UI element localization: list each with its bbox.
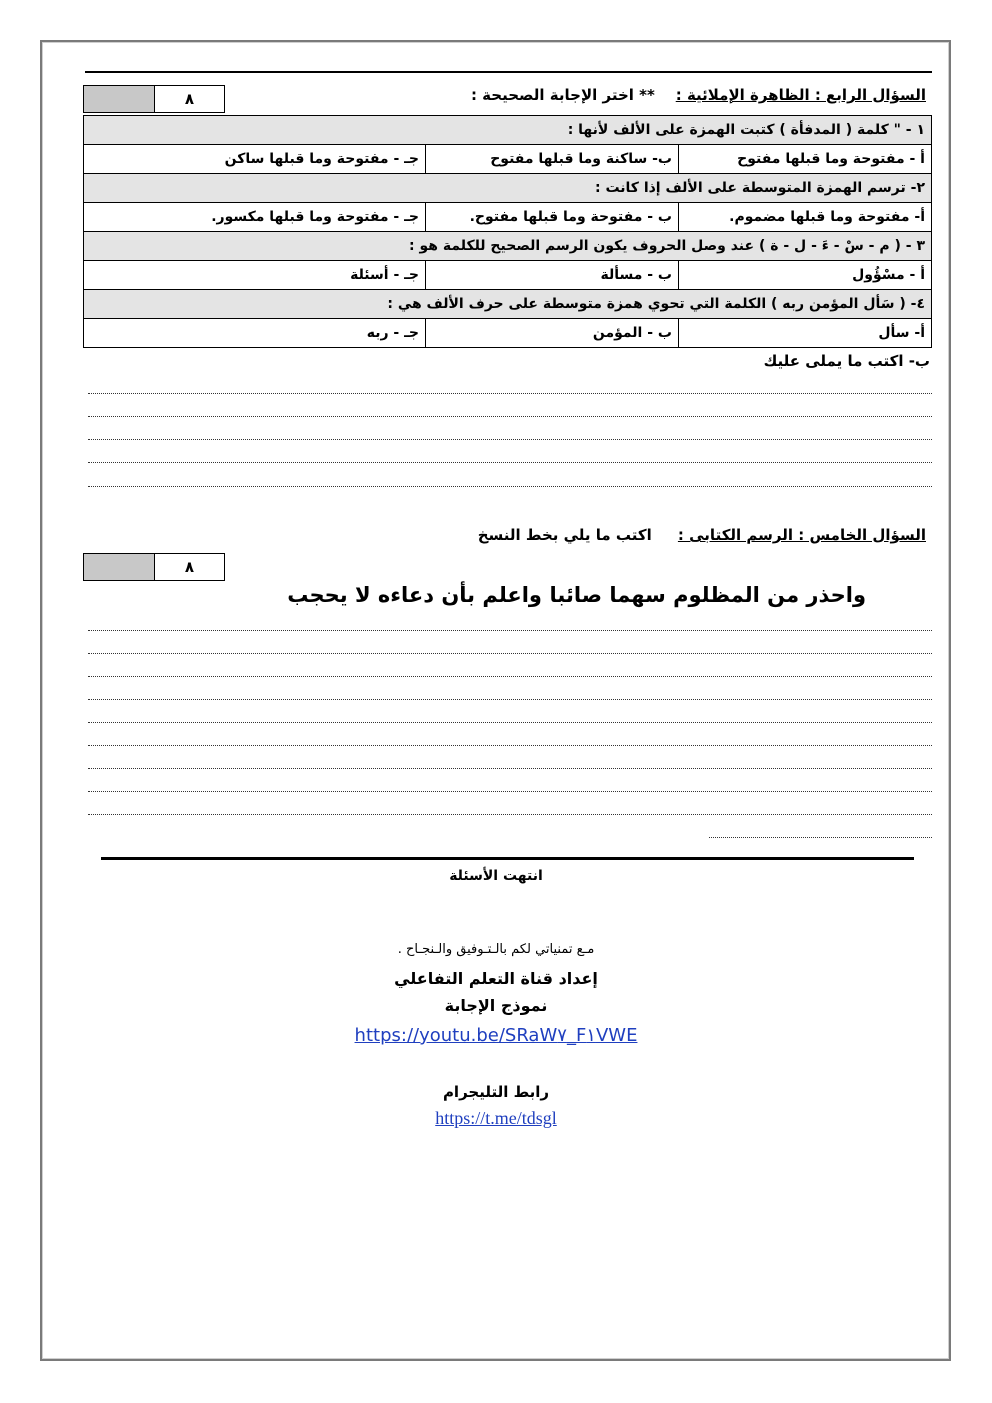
youtube-link[interactable]: https://youtu.be/SRaW٧_F١VWE (354, 1025, 638, 1046)
writing-line (88, 814, 932, 815)
q4-score-blank (84, 86, 155, 112)
answer-line (88, 462, 932, 463)
prepared-by: إعداد قناة التعلم التفاعلي (394, 969, 598, 988)
q4-item-2-stem: ٢- ترسم الهمزة المتوسطة على الألف إذا كانت : (84, 174, 932, 203)
q4-item-1-option-c: جـ - مفتوحة وما قبلها ساكن (84, 145, 426, 174)
q4-item-2-option-c: جـ - مفتوحة وما قبلها مكسور. (84, 203, 426, 232)
q4-item-4-option-a: أ- سأل (679, 319, 932, 348)
q5-score-value: ٨ (184, 558, 195, 576)
end-rule (101, 857, 914, 860)
q4-item-1-stem: ١ - " كلمة ( المدفأة ) كتبت الهمزة على الألف لأنها : (84, 116, 932, 145)
q4-dictation-prompt: ب- اكتب ما يملى عليك (763, 352, 930, 370)
q4-item-3-stem: ٣ - ( م - سْ - ءَ - ل - ة ) عند وصل الحروف يكون الرسم الصحيح للكلمة هو : (84, 232, 932, 261)
top-rule (85, 71, 932, 73)
wishes-text: مـع تمنياتي لكم بالـتـوفيق والـنجـاح . (397, 942, 595, 957)
q4-item-1-option-b: ب- ساكنة وما قبلها مفتوح (426, 145, 679, 174)
writing-line (88, 653, 932, 654)
q4-item-1-option-a: أ - مفتوحة وما قبلها مفتوح (679, 145, 932, 174)
writing-line (88, 699, 932, 700)
q4-item-4-option-b: ب - المؤمن (426, 319, 679, 348)
writing-line (88, 722, 932, 723)
q4-instruction: ** اختر الإجابة الصحيحة : (470, 86, 655, 104)
verse-first-hemistich: واحذر من المظلوم سهما صائبا (549, 583, 866, 607)
answer-model-label: نموذج الإجابة (444, 996, 548, 1015)
q5-title-label: السؤال الخامس : الرسم الكتابى : (677, 526, 926, 544)
q4-item-3-option-b: ب - مسألة (426, 261, 679, 290)
q5-score-box (83, 553, 225, 581)
q4-item-4-stem: ٤- ( سَأل المؤمن ربه ) الكلمة التي تحوي همزة متوسطة على حرف الألف هي : (84, 290, 932, 319)
q4-title-label: السؤال الرابع : الظاهرة الإملائية : (675, 86, 926, 104)
writing-line (88, 768, 932, 769)
q4-score-box (83, 85, 225, 113)
answer-line (88, 416, 932, 417)
telegram-link[interactable]: https://t.me/tdsgl (435, 1108, 557, 1128)
writing-line (709, 837, 932, 838)
end-of-questions: انتهت الأسئلة (449, 868, 543, 884)
verse-second-hemistich: واعلم بأن دعاءه لا يحجب (287, 583, 542, 607)
q4-score-value: ٨ (184, 90, 195, 108)
q4-item-3-option-a: أ - مسْؤُول (679, 261, 932, 290)
answer-line (88, 439, 932, 440)
telegram-label: رابط التليجرام (442, 1083, 550, 1101)
answer-line (88, 393, 932, 394)
writing-line (88, 630, 932, 631)
q4-item-2-option-b: ب - مفتوحة وما قبلها مفتوح. (426, 203, 679, 232)
telegram-link-row (0, 1108, 992, 1129)
writing-line (88, 791, 932, 792)
q4-item-4-option-c: جـ - ربه (84, 319, 426, 348)
q5-title (478, 526, 926, 544)
writing-line (88, 676, 932, 677)
q5-score-blank (84, 554, 155, 580)
q4-table (83, 115, 932, 348)
answer-line (88, 486, 932, 487)
youtube-link-row (0, 1025, 992, 1046)
q4-item-2-option-a: أ- مفتوحة وما قبلها مضموم. (679, 203, 932, 232)
writing-line (88, 745, 932, 746)
q5-instruction: اكتب ما يلي بخط النسخ (477, 526, 652, 544)
q4-item-3-option-c: جـ - أسئلة (84, 261, 426, 290)
q4-title (471, 86, 926, 104)
